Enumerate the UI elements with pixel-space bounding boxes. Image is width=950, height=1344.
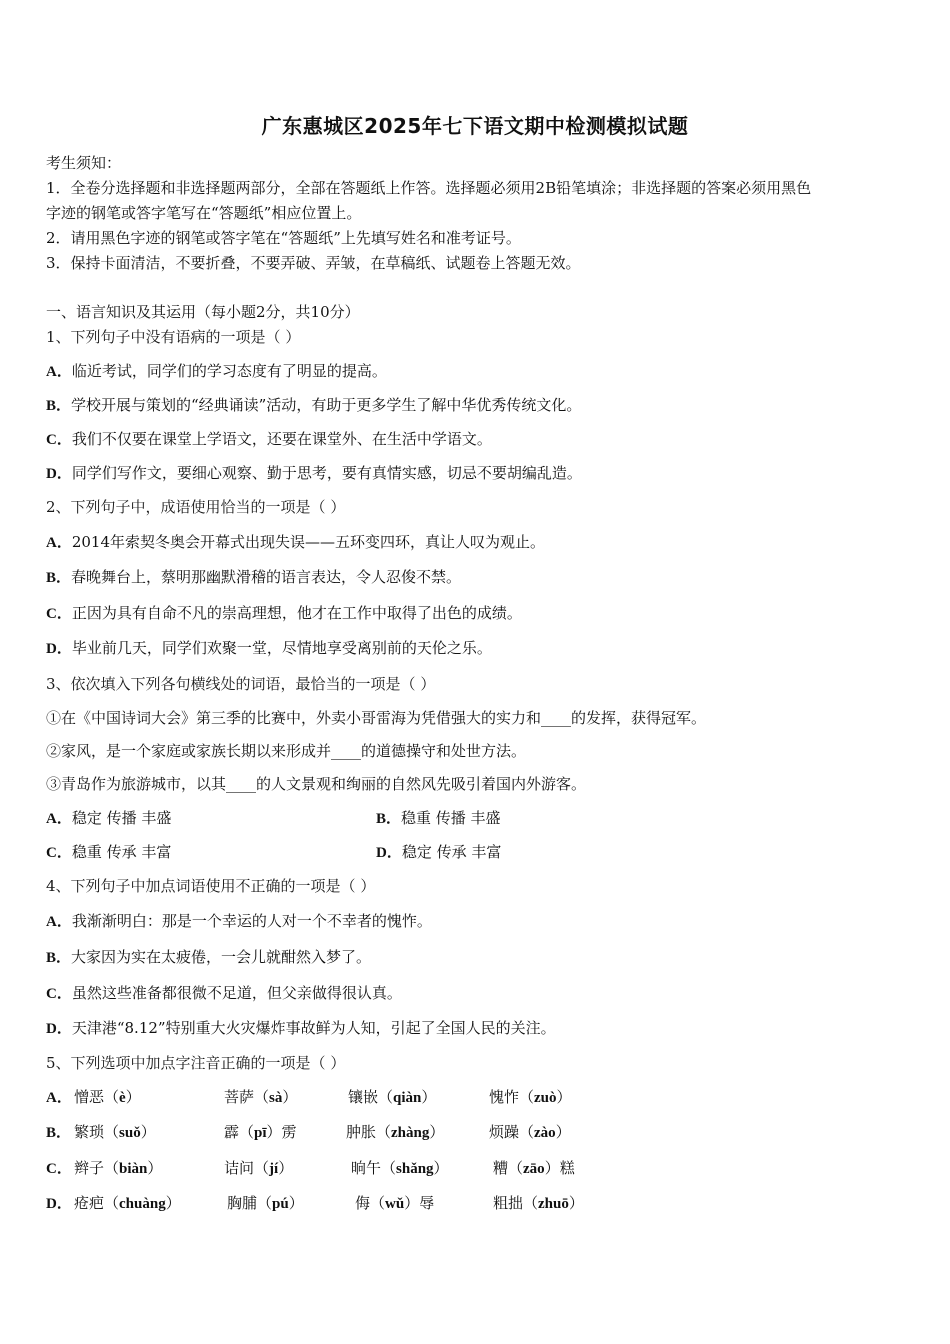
- pinyin-item: 晌午（shǎng）: [351, 1159, 449, 1177]
- option-label: D．: [46, 1196, 72, 1212]
- question-stem: 3、依次填入下列各句横线处的词语，最恰当的一项是（ ）: [46, 675, 436, 693]
- pinyin-item: 憎恶（è）: [74, 1088, 141, 1106]
- option-text: 天津港“8.12”特别重大火灾爆炸事故鲜为人知，引起了全国人民的关注。: [71, 1019, 556, 1037]
- pinyin-item: 愧怍（zuò）: [489, 1088, 572, 1106]
- option-label: A．: [46, 364, 72, 380]
- option-label: A．: [46, 535, 72, 551]
- notice-item: 字迹的钢笔或答字笔写在“答题纸”相应位置上。: [46, 204, 362, 222]
- answer-option: [46, 911, 432, 932]
- option-label: B．: [46, 950, 72, 966]
- pinyin-item: 繁琐（suǒ）: [74, 1123, 156, 1141]
- fill-sentence: ③青岛作为旅游城市，以其____的人文景观和绚丽的自然风先吸引着国内外游客。: [46, 775, 587, 793]
- answer-option: [46, 947, 371, 968]
- pinyin-item: 烦躁（zào）: [489, 1123, 571, 1141]
- pinyin-item: 霹（pī）雳: [224, 1123, 297, 1141]
- option-label: A．: [46, 1090, 72, 1106]
- option-label: D．: [46, 641, 72, 657]
- question-stem: 2、下列句子中，成语使用恰当的一项是（ ）: [46, 498, 346, 516]
- pinyin-item: 诘问（jí）: [224, 1159, 294, 1177]
- answer-option: [46, 567, 461, 588]
- answer-option: [46, 842, 171, 863]
- option-text: 虽然这些准备都很微不足道，但父亲做得很认真。: [71, 984, 402, 1002]
- option-label: D．: [46, 1021, 72, 1037]
- notice-item: 2．请用黑色字迹的钢笔或答字笔在“答题纸”上先填写姓名和准考证号。: [46, 229, 521, 247]
- notice-item: 1．全卷分选择题和非选择题两部分，全部在答题纸上作答。选择题必须用2B铅笔填涂；非选择题的答案必须用黑色: [46, 179, 812, 197]
- option-text: 稳定 传播 丰盛: [71, 809, 172, 827]
- answer-option: [376, 808, 501, 829]
- option-label: B．: [46, 570, 72, 586]
- answer-option: [46, 808, 171, 829]
- answer-option: [46, 1018, 556, 1039]
- option-text: 我们不仅要在课堂上学语文，还要在课堂外、在生活中学语文。: [71, 430, 492, 448]
- answer-option: [46, 395, 581, 416]
- option-text: 稳定 传承 丰富: [401, 843, 502, 861]
- option-text: 同学们写作文，要细心观察、勤于思考，要有真情实感，切忌不要胡编乱造。: [71, 464, 582, 482]
- option-text: 稳重 传播 丰盛: [401, 809, 501, 827]
- option-text: 我渐渐明白：那是一个幸运的人对一个不幸者的愧怍。: [71, 912, 432, 930]
- option-label: C．: [46, 845, 72, 861]
- pinyin-item: 肿胀（zhàng）: [346, 1123, 445, 1141]
- option-label: A．: [46, 914, 72, 930]
- option-text: 临近考试，同学们的学习态度有了明显的提高。: [71, 362, 387, 380]
- option-text: 大家因为实在太疲倦，一会儿就酣然入梦了。: [71, 948, 372, 966]
- option-text: 正因为具有自命不凡的崇高理想，他才在工作中取得了出色的成绩。: [71, 604, 522, 622]
- option-label: C．: [46, 606, 72, 622]
- fill-sentence: ①在《中国诗词大会》第三季的比赛中，外卖小哥雷海为凭借强大的实力和____的发挥，获得冠军。: [46, 709, 707, 727]
- pinyin-item: 疮疤（chuàng）: [74, 1194, 181, 1212]
- page-title: 广东惠城区2025年七下语文期中检测模拟试题: [261, 114, 689, 138]
- option-text: 春晚舞台上，蔡明那幽默滑稽的语言表达，令人忍俊不禁。: [71, 568, 462, 586]
- option-text: 学校开展与策划的“经典诵读”活动，有助于更多学生了解中华优秀传统文化。: [71, 396, 582, 414]
- option-label: C．: [46, 432, 72, 448]
- option-label: A．: [46, 811, 72, 827]
- answer-option: [46, 463, 582, 484]
- answer-option: [46, 532, 545, 553]
- pinyin-item: 镶嵌（qiàn）: [348, 1088, 437, 1106]
- option-label: B．: [376, 811, 402, 827]
- answer-option: [46, 638, 492, 659]
- option-label: C．: [46, 986, 72, 1002]
- question-stem: 1、下列句子中没有语病的一项是（ ）: [46, 328, 301, 346]
- option-label: D．: [46, 466, 72, 482]
- question-stem: 4、下列句子中加点词语使用不正确的一项是（ ）: [46, 877, 376, 895]
- notice-item: 3．保持卡面清洁，不要折叠，不要弄破、弄皱，在草稿纸、试题卷上答题无效。: [46, 254, 581, 272]
- option-text: 2014年索契冬奥会开幕式出现失误——五环变四环，真让人叹为观止。: [71, 533, 546, 551]
- option-label: B．: [46, 398, 72, 414]
- pinyin-item: 菩萨（sà）: [224, 1088, 298, 1106]
- pinyin-item: 粗拙（zhuō）: [493, 1194, 584, 1212]
- fill-sentence: ②家风，是一个家庭或家族长期以来形成并____的道德操守和处世方法。: [46, 742, 527, 760]
- answer-option: [46, 429, 492, 450]
- answer-option: [46, 983, 402, 1004]
- option-label: C．: [46, 1161, 72, 1177]
- option-label: D．: [376, 845, 402, 861]
- notice-heading: 考生须知：: [46, 154, 122, 172]
- answer-option: [376, 842, 501, 863]
- answer-option: [46, 603, 522, 624]
- answer-option: [46, 361, 387, 382]
- option-label: B．: [46, 1125, 72, 1141]
- question-stem: 5、下列选项中加点字注音正确的一项是（ ）: [46, 1054, 346, 1072]
- option-text: 毕业前几天，同学们欢聚一堂，尽情地享受离别前的天伦之乐。: [71, 639, 492, 657]
- option-text: 稳重 传承 丰富: [71, 843, 172, 861]
- pinyin-item: 辫子（biàn）: [74, 1159, 163, 1177]
- pinyin-item: 糟（zāo）糕: [493, 1159, 575, 1177]
- pinyin-item: 侮（wǔ）辱: [355, 1194, 435, 1212]
- section-heading: 一、语言知识及其运用（每小题2分，共10分）: [46, 303, 360, 321]
- pinyin-item: 胸脯（pú）: [227, 1194, 304, 1212]
